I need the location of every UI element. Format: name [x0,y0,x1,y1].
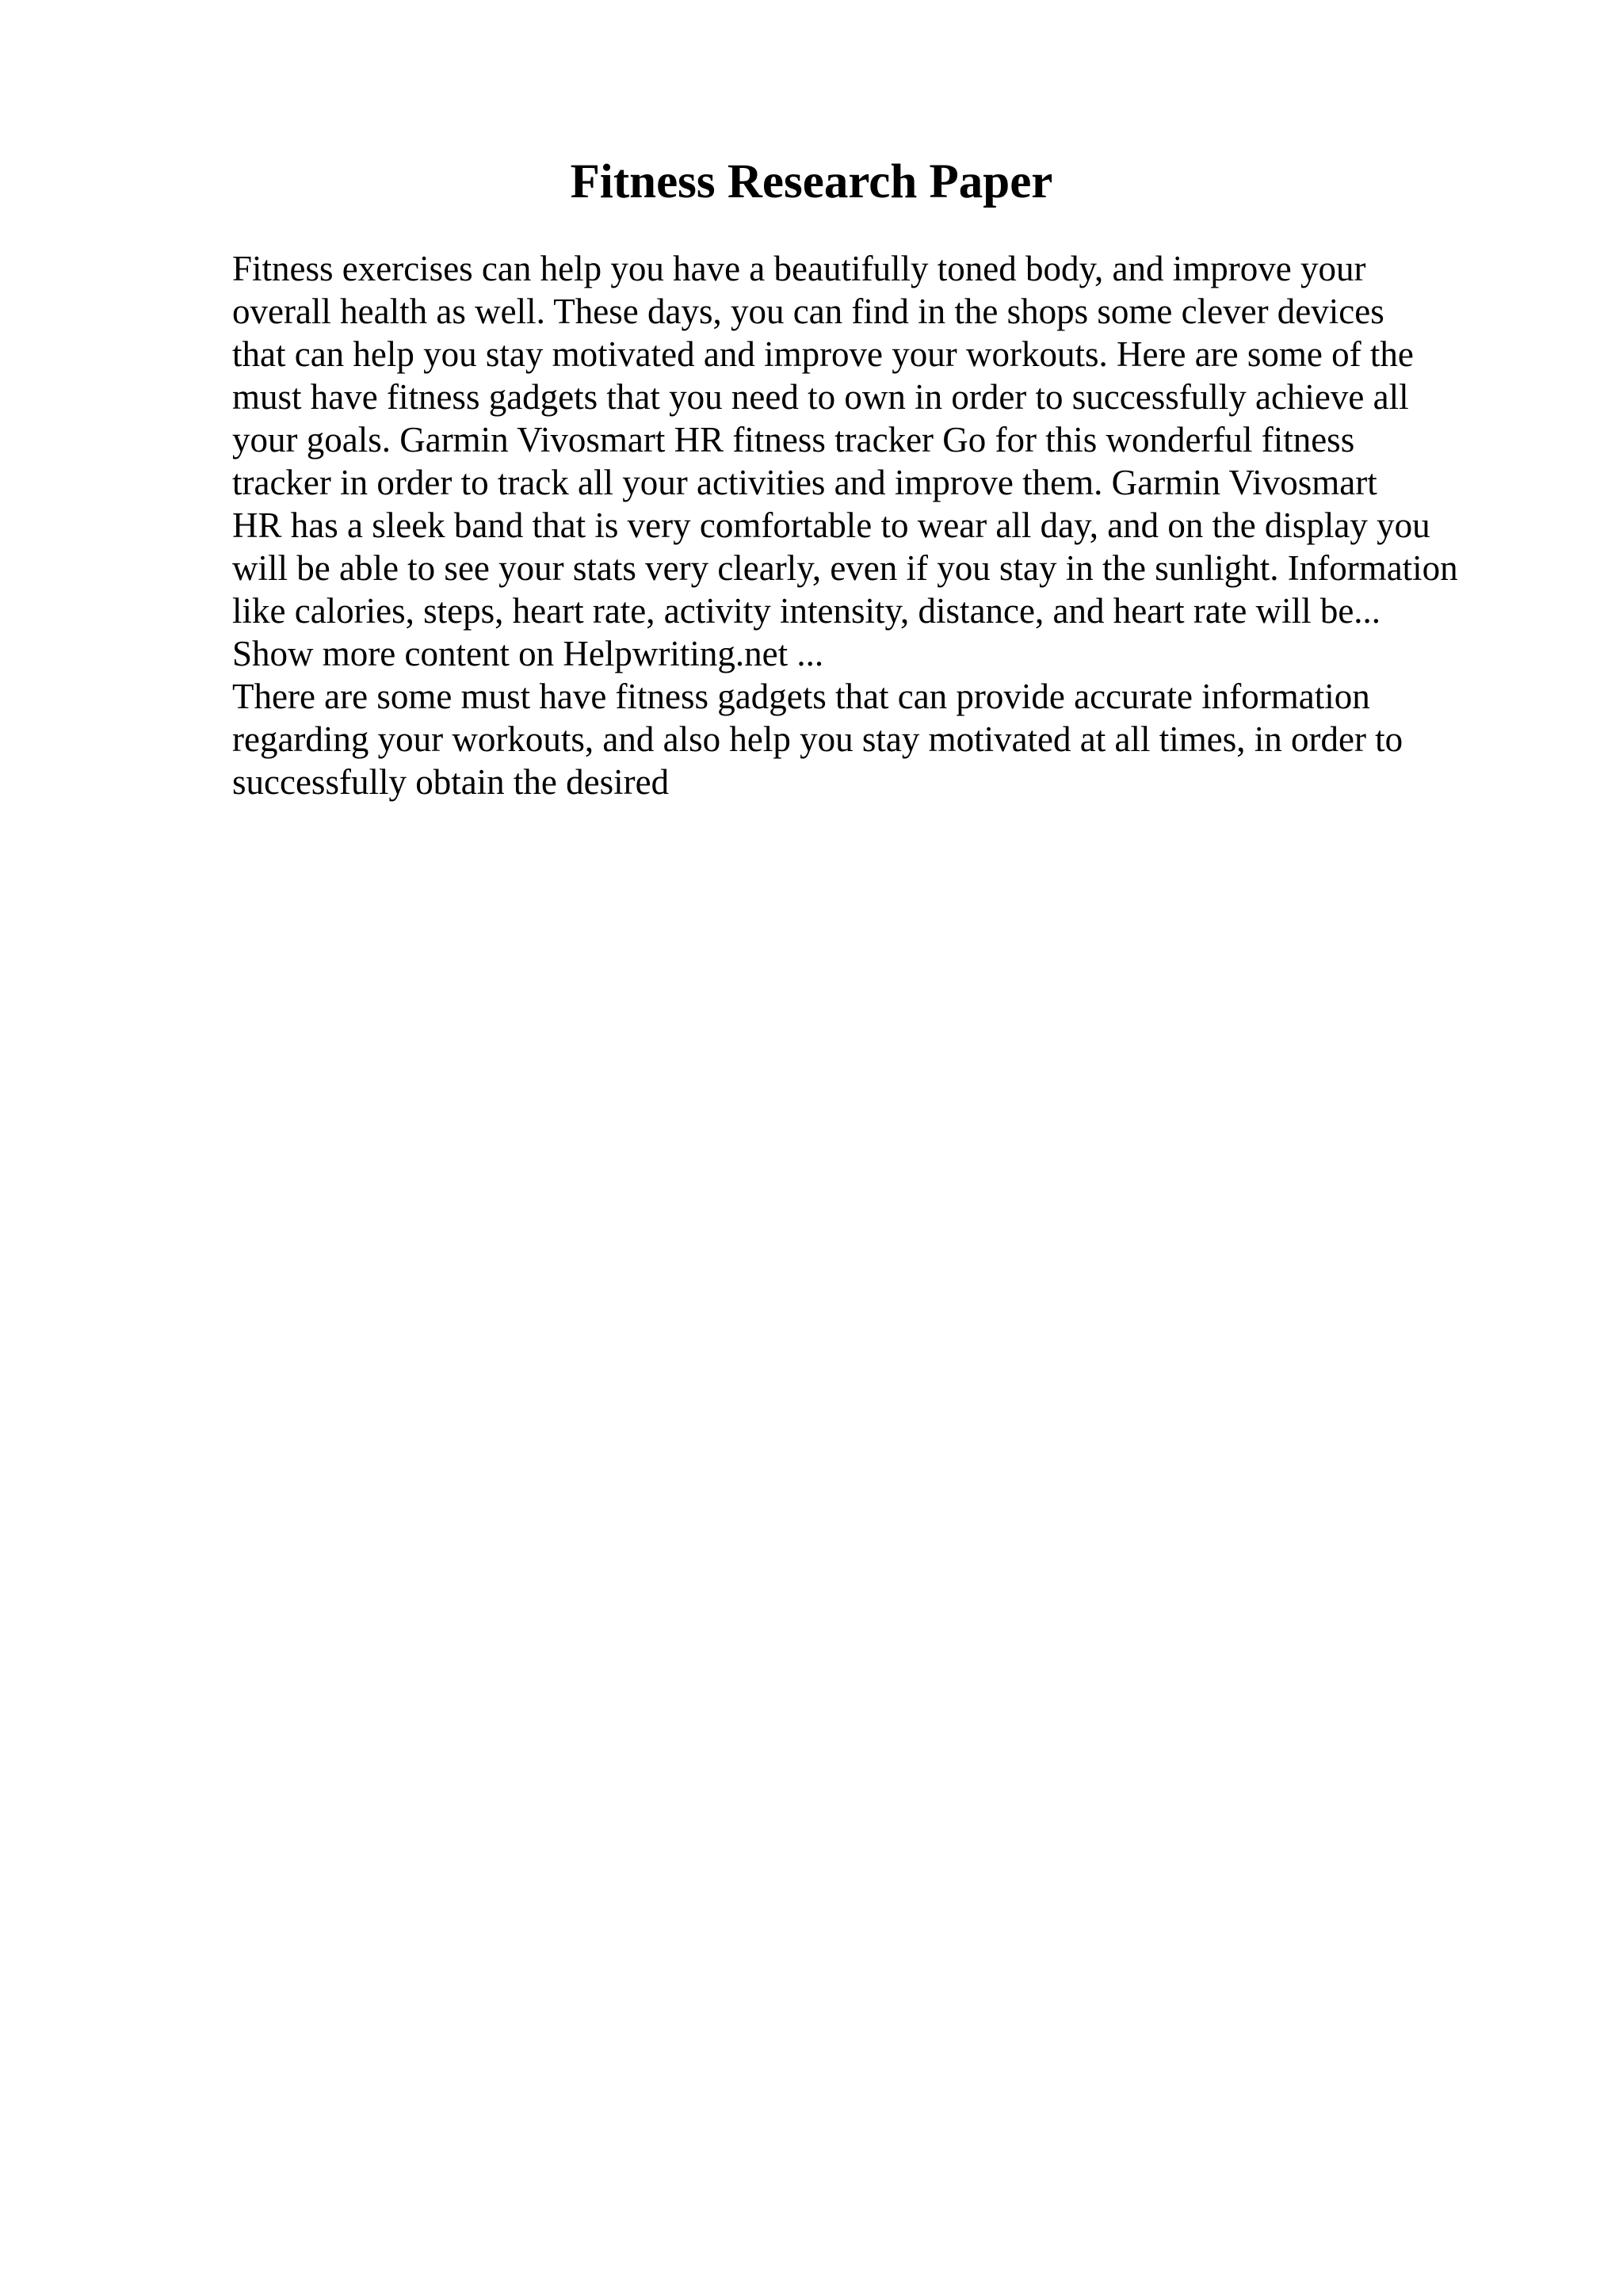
text-line: There are some must have fitness gadgets that can provide accurate information [232,677,1370,716]
text-line: successfully obtain the desired [232,762,670,802]
text-line: overall health as well. These days, you can find in the shops some clever devices [232,292,1384,331]
body-text [232,247,1532,803]
text-line: Fitness exercises can help you have a beautifully toned body, and improve your [232,249,1366,288]
text-line: will be able to see your stats very clearly, even if you stay in the sunlight. Information [232,548,1458,588]
text-line: that can help you stay motivated and improve your workouts. Here are some of the [232,334,1414,374]
text-line: like calories, steps, heart rate, activity intensity, distance, and heart rate will be... [232,591,1381,631]
text-line: HR has a sleek band that is very comfortable to wear all day, and on the display you [232,505,1430,545]
text-line: must have fitness gadgets that you need to own in order to successfully achieve all [232,377,1409,417]
show-more-line: Show more content on Helpwriting.net ... [232,634,824,673]
page-title: Fitness Research Paper [570,155,1053,208]
text-line: tracker in order to track all your activities and improve them. Garmin Vivosmart [232,463,1377,502]
text-line: regarding your workouts, and also help you stay motivated at all times, in order to [232,719,1403,759]
text-line: your goals. Garmin Vivosmart HR fitness tracker Go for this wonderful fitness [232,420,1355,460]
